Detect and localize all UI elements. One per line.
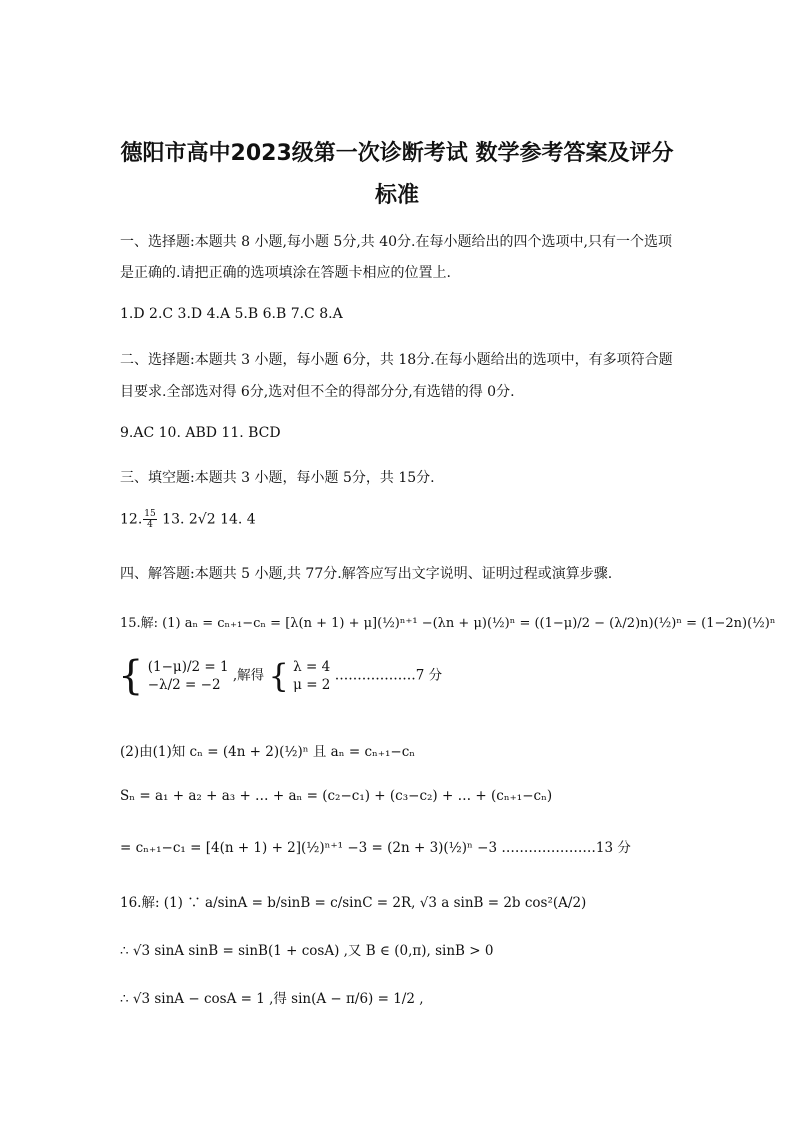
page-title: 德阳市高中2023级第一次诊断考试 数学参考答案及评分 [120, 141, 674, 166]
q15-system [118, 653, 443, 699]
page-title-line2: 标准 [374, 183, 419, 208]
q15-score2: …………………13 分 [501, 840, 631, 856]
left-brace-icon: { [118, 653, 144, 699]
q15-line5-expr: = cₙ₊₁−c₁ = [4(n + 1) + 2](½)ⁿ⁺¹ −3 = (2n + 3)(½)ⁿ −3 [120, 840, 498, 856]
q15-eq2: −λ/2 = −2 [147, 677, 221, 693]
q15-solve-label: ,解得 [232, 667, 265, 684]
q15-line5 [120, 836, 631, 856]
q15-line4: Sₙ = a₁ + a₂ + a₃ + … + aₙ = (c₂−c₁) + (c₃−c₂) + … + (cₙ₊₁−cₙ) [120, 788, 553, 804]
section2-answers: 9.AC 10. ABD 11. BCD [120, 425, 281, 441]
q16-line3: ∴ √3 sinA − cosA = 1 ,得 sin(A − π/6) = 1/2 , [120, 991, 424, 1007]
section3-heading: 三、填空题:本题共 3 小题，每小题 5分，共 15分. [120, 470, 435, 486]
q15-line1: 15.解: (1) aₙ = cₙ₊₁−cₙ = [λ(n + 1) + μ](½)ⁿ⁺¹ −(λn + μ)(½)ⁿ = ((1−μ)/2 − (λ/2)n)(½)ⁿ = (1−2n)(½)ⁿ [120, 616, 776, 631]
section2-heading-cont: 目要求.全部选对得 6分,选对但不全的得部分分,有选错的得 0分. [120, 384, 515, 400]
section4-heading: 四、解答题:本题共 5 小题,共 77分.解答应写出文字说明、证明过程或演算步骤. [120, 566, 613, 582]
q15-sol-mu: μ = 2 [293, 677, 331, 693]
answer-12-fraction: $\frac{15}{4}$ [144, 509, 156, 530]
q16-line2: ∴ √3 sinA sinB = sinB(1 + cosA) ,又 B ∈ (0,π), sinB > 0 [120, 943, 494, 959]
section1-answers: 1.D 2.C 3.D 4.A 5.B 6.B 7.C 8.A [120, 306, 343, 322]
q15-line3: (2)由(1)知 cₙ = (4n + 2)(½)ⁿ 且 aₙ = cₙ₊₁−cₙ [120, 744, 416, 760]
q15-score1: ………………7 分 [334, 667, 443, 684]
answer-13-14: 13. 2√2 14. 4 [162, 511, 256, 528]
left-brace-icon-2: { [268, 657, 289, 695]
section2-heading: 二、选择题:本题共 3 小题，每小题 6分，共 18分.在每小题给出的选项中，有多项符合题 [120, 352, 673, 368]
section1-heading-cont: 是正确的.请把正确的选项填涂在答题卡相应的位置上. [120, 265, 451, 281]
q15-sol-lambda: λ = 4 [293, 659, 331, 675]
q15-eq1: (1−μ)/2 = 1 [147, 659, 229, 675]
section1-heading: 一、选择题:本题共 8 小题,每小题 5分,共 40分.在每小题给出的四个选项中,只有一个选项 [120, 234, 672, 250]
section3-answers [120, 509, 256, 530]
answer-12-prefix: 12. [120, 511, 143, 528]
q16-line1: 16.解: (1) ∵ a/sinA = b/sinB = c/sinC = 2R, √3 a sinB = 2b cos²(A/2) [120, 895, 587, 911]
q15-system-equations [148, 658, 229, 694]
q15-solution [293, 658, 330, 694]
